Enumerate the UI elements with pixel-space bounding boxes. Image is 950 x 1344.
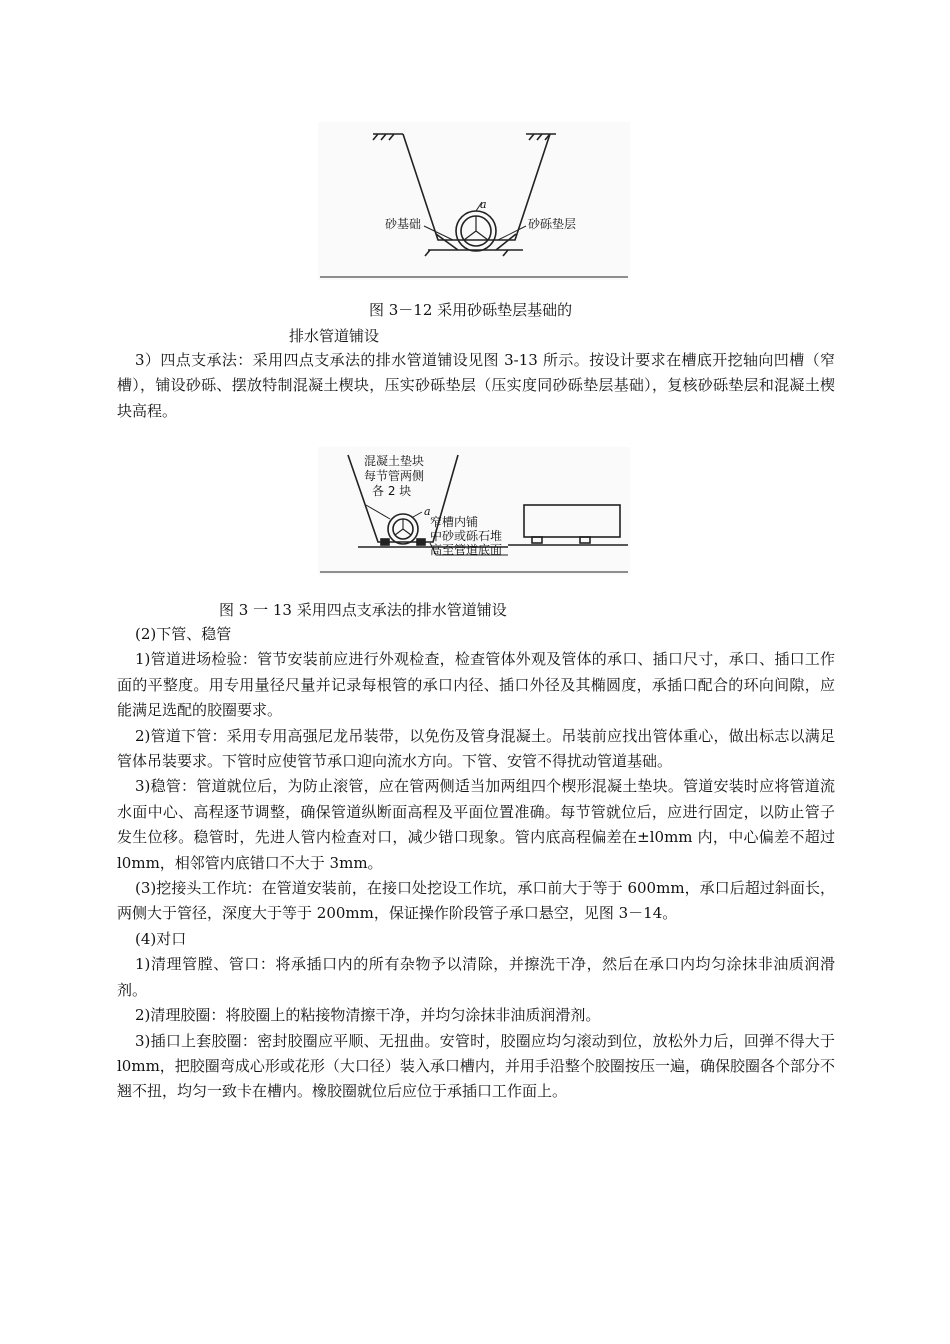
paragraph-method-3: [117, 348, 835, 424]
label-groove-line2: 中砂或砾石堆: [430, 529, 503, 543]
section-4-item-2: 2)清理胶圈：将胶圈上的粘接物清擦干净，并均匀涂抹非油质润滑剂。: [135, 1006, 601, 1025]
label-concrete-block: 混凝土垫块: [364, 454, 425, 468]
label-each-pipe-side: 每节管两侧: [364, 469, 425, 483]
figure-3-13: [318, 447, 630, 575]
section-4-item-3: 3)插口上套胶圈：密封胶圈应平顺、无扭曲。安管时，胶圈应均匀滚动到位，放松外力后，回弹不得大于 l0mm，把胶圈弯成心形或花形（大口径）装入承口槽内，并用手沿整个胶圈按压一遍，确保胶圈各个部分不翘不扭，均匀一致卡在槽内。橡胶圈就位后应位于承插口工作面上。: [117, 1031, 835, 1101]
label-angle-a: a: [424, 505, 431, 518]
label-groove-line1: 窄槽内铺: [430, 515, 479, 529]
section-2: [117, 622, 835, 1105]
section-3: (3)挖接头工作坑：在管道安装前，在接口处挖设工作坑，承口前大于等于 600mm，承口后超过斜面长，两侧大于管径，深度大于等于 200mm，保证操作阶段管子承口悬空，见图 3－14。: [117, 879, 835, 923]
method3-text: 3）四点支承法：采用四点支承法的排水管道铺设见图 3-13 所示。按设计要求在槽底开挖轴向凹槽（窄槽），铺设砂砾、摆放特制混凝土楔块，压实砂砾垫层（压实度同砂砾垫层基础），复核砂砾垫层和混凝土楔块高程。: [117, 351, 835, 420]
section-2-item-1: 1)管道进场检验：管节安装前应进行外观检查，检查管体外观及管体的承口、插口尺寸，承口、插口工作面的平整度。用专用量径尺量并记录每根管的承口内径、插口外径及其椭圆度，承插口配合的环向间隙，应能满足选配的胶圈要求。: [117, 650, 835, 720]
figure-3-13-caption: 图 3 一 13 采用四点支承法的排水管道铺设: [219, 601, 507, 619]
label-groove-line3: 高至管道底面: [430, 543, 503, 557]
label-two-blocks: 各 2 块: [372, 484, 412, 498]
label-sand-foundation: 砂基础: [385, 217, 422, 231]
section-2-item-3: 3)稳管：管道就位后，为防止滚管，应在管两侧适当加两组四个楔形混凝土垫块。管道安装时应将管道流水面中心、高程逐节调整，确保管道纵断面高程及平面位置准确。每节管就位后，应进行固定，以防止管子发生位移。稳管时，先进人管内检查对口，减少错口现象。管内底高程偏差在±l0mm 内，中心偏差不超过 l0mm，相邻管内底错口不大于 3mm。: [117, 777, 835, 872]
section-4-title: (4)对口: [135, 929, 187, 948]
section-2-title: (2)下管、稳管: [135, 625, 232, 643]
figure-3-12: [318, 122, 630, 280]
figure-3-12-caption-line2: 排水管道铺设: [289, 327, 380, 345]
label-gravel-cushion: 砂砾垫层: [528, 217, 577, 231]
section-2-item-2: 2)管道下管：采用专用高强尼龙吊装带，以免伤及管身混凝土。吊装前应找出管体重心，做出标志以满足管体吊装要求。下管时应使管节承口迎向流水方向。下管、安管不得扰动管道基础。: [117, 726, 835, 771]
section-4-item-1: 1)清理管膛、管口：将承插口内的所有杂物予以清除，并擦洗干净，然后在承口内均匀涂抹非油质润滑剂。: [117, 955, 835, 999]
label-angle-a: a: [480, 198, 487, 211]
figure-3-12-caption-line1: 图 3－12 采用砂砾垫层基础的: [369, 301, 573, 319]
